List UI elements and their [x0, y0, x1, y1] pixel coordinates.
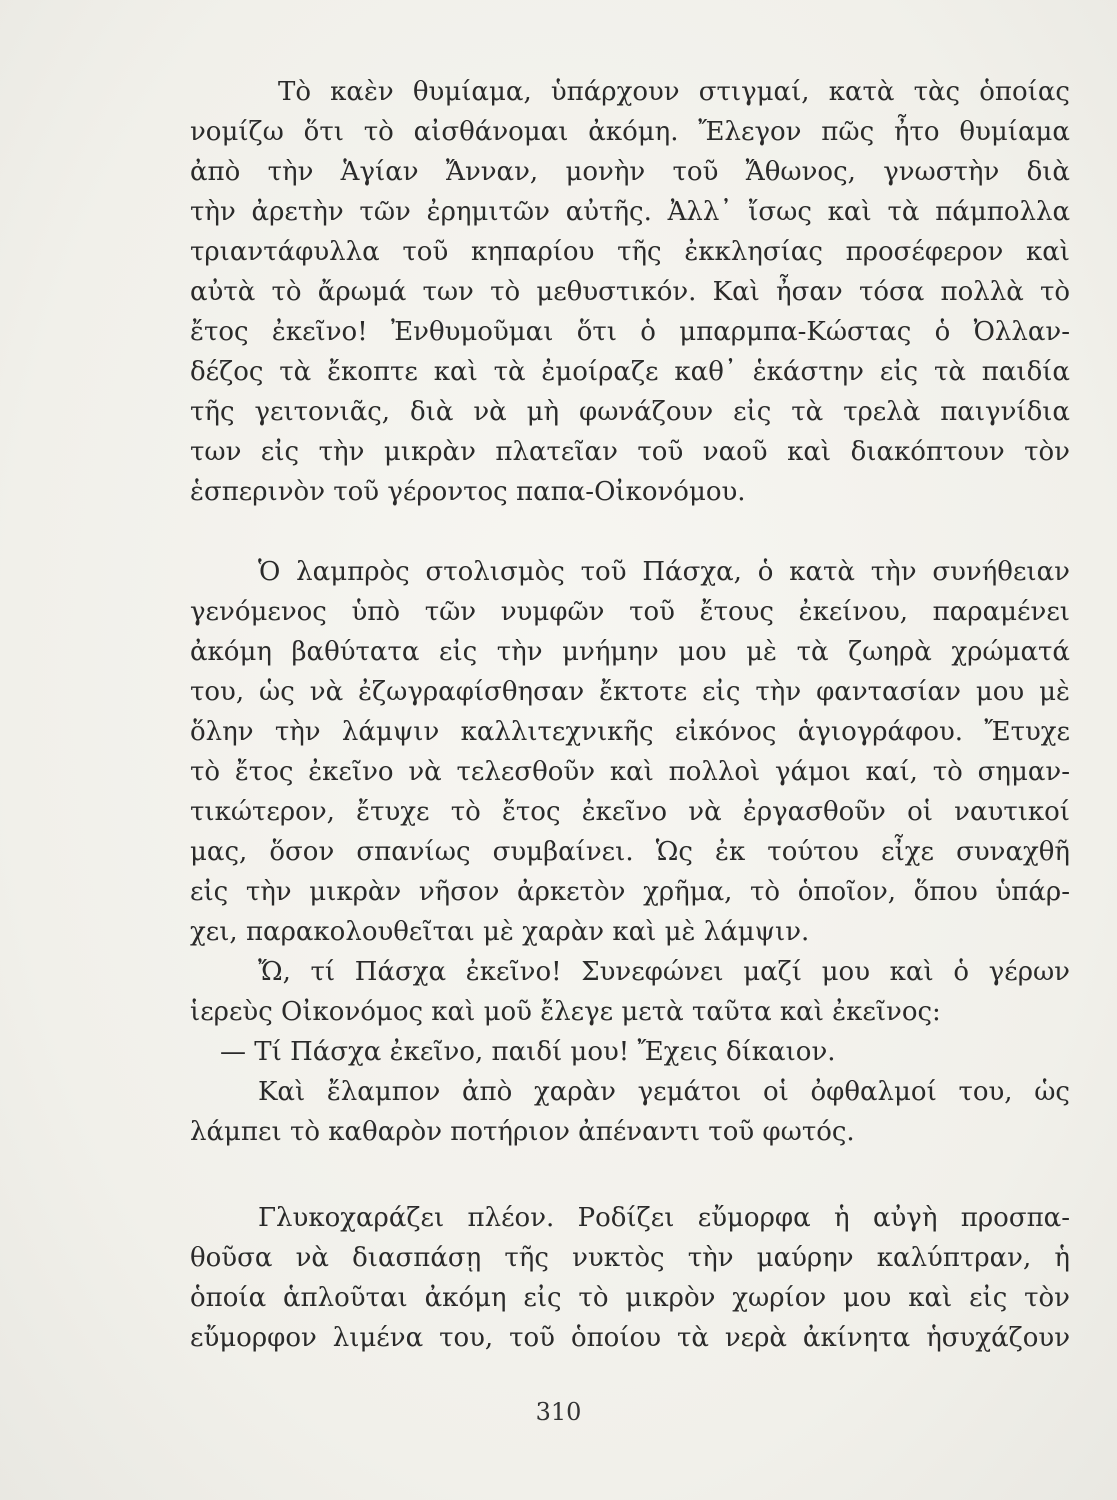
paragraph-easter-decoration [190, 552, 1070, 952]
paragraph-what-easter [190, 952, 1070, 1032]
text-line: Καὶ ἔλαμπον ἀπὸ χαρὰν γεμάτοι οἱ ὀφθαλμοί του, ὡς [258, 1077, 1070, 1107]
text-line: τῆς γειτονιᾶς, διὰ νὰ μὴ φωνάζουν εἰς τὰ τρελὰ παιγνίδια [190, 397, 1070, 427]
paragraph-incense [190, 72, 1070, 512]
text-line: ἀκόμη βαθύτατα εἰς τὴν μνήμην μου μὲ τὰ ζωηρὰ χρώματά [190, 637, 1070, 667]
text-line: νομίζω ὅτι τὸ αἰσθάνομαι ἀκόμη. Ἔλεγον πῶς ἦτο θυμίαμα [190, 117, 1070, 147]
paragraph-dialogue [190, 1032, 1070, 1072]
text-line: Τὸ καὲν θυμίαμα, ὑπάρχουν στιγμαί, κατὰ τὰς ὁποίας [278, 77, 1070, 107]
text-line: Ὤ, τί Πάσχα ἐκεῖνο! Συνεφώνει μαζί μου καὶ ὁ γέρων [258, 957, 1070, 987]
text-line: ἑσπερινὸν τοῦ γέροντος παπα-Οἰκονόμου. [190, 477, 746, 507]
page-number: 310 [535, 1398, 582, 1426]
text-line: — Τί Πάσχα ἐκεῖνο, παιδί μου! Ἔχεις δίκαιον. [220, 1037, 836, 1067]
text-line: ὁποία ἁπλοῦται ἀκόμη εἰς τὸ μικρὸν χωρίον μου καὶ εἰς τὸν [190, 1283, 1070, 1313]
text-line: Ὁ λαμπρὸς στολισμὸς τοῦ Πάσχα, ὁ κατὰ τὴν συνήθειαν [258, 557, 1070, 587]
text-line: τὸ ἔτος ἐκεῖνο νὰ τελεσθοῦν καὶ πολλοὶ γάμοι καί, τὸ σημαν- [190, 757, 1070, 787]
text-line: εἰς τὴν μικρὰν νῆσον ἀρκετὸν χρῆμα, τὸ ὁποῖον, ὅπου ὑπάρ- [190, 877, 1070, 907]
text-line: θοῦσα νὰ διασπάσῃ τῆς νυκτὸς τὴν μαύρην καλύπτραν, ἡ [190, 1243, 1070, 1273]
text-line: ἀπὸ τὴν Ἁγίαν Ἄνναν, μονὴν τοῦ Ἄθωνος, γνωστὴν διὰ [190, 157, 1070, 187]
text-line: ἔτος ἐκεῖνο! Ἐνθυμοῦμαι ὅτι ὁ μπαρμπα-Κώστας ὁ Ὀλλαν- [190, 317, 1070, 347]
text-line: των εἰς τὴν μικρὰν πλατεῖαν τοῦ ναοῦ καὶ διακόπτουν τὸν [190, 437, 1070, 467]
text-line: τριαντάφυλλα τοῦ κηπαρίου τῆς ἐκκλησίας προσέφερον καὶ [190, 237, 1070, 267]
text-line: ὅλην τὴν λάμψιν καλλιτεχνικῆς εἰκόνος ἁγιογράφου. Ἔτυχε [190, 717, 1070, 747]
text-line: Γλυκοχαράζει πλέον. Ροδίζει εὔμορφα ἡ αὐγὴ προσπα- [258, 1203, 1070, 1233]
paragraph-dawn [190, 1198, 1070, 1358]
text-line: τικώτερον, ἔτυχε τὸ ἔτος ἐκεῖνο νὰ ἐργασθοῦν οἱ ναυτικοί [190, 797, 1070, 827]
text-line: τὴν ἀρετὴν τῶν ἐρημιτῶν αὐτῆς. Ἀλλ᾽ ἴσως καὶ τὰ πάμπολλα [190, 197, 1070, 227]
text-line: του, ὡς νὰ ἐζωγραφίσθησαν ἔκτοτε εἰς τὴν φαντασίαν μου μὲ [190, 677, 1070, 707]
paragraph-shining-eyes [190, 1072, 1070, 1152]
text-line: δέζος τὰ ἔκοπτε καὶ τὰ ἐμοίραζε καθ᾽ ἑκάστην εἰς τὰ παιδία [190, 357, 1070, 387]
text-line: μας, ὅσον σπανίως συμβαίνει. Ὡς ἐκ τούτου εἶχε συναχθῆ [190, 837, 1070, 867]
text-line: αὐτὰ τὸ ἄρωμά των τὸ μεθυστικόν. Καὶ ἦσαν τόσα πολλὰ τὸ [190, 277, 1070, 307]
text-line: χει, παρακολουθεῖται μὲ χαρὰν καὶ μὲ λάμψιν. [190, 917, 810, 947]
text-line: εὔμορφον λιμένα του, τοῦ ὁποίου τὰ νερὰ ἀκίνητα ἡσυχάζουν [190, 1323, 1070, 1353]
text-line: ἱερεὺς Οἰκονόμος καὶ μοῦ ἔλεγε μετὰ ταῦτα καὶ ἐκεῖνος: [190, 997, 941, 1027]
text-line: λάμπει τὸ καθαρὸν ποτήριον ἀπέναντι τοῦ φωτός. [190, 1117, 855, 1147]
text-line: γενόμενος ὑπὸ τῶν νυμφῶν τοῦ ἔτους ἐκείνου, παραμένει [190, 597, 1070, 627]
